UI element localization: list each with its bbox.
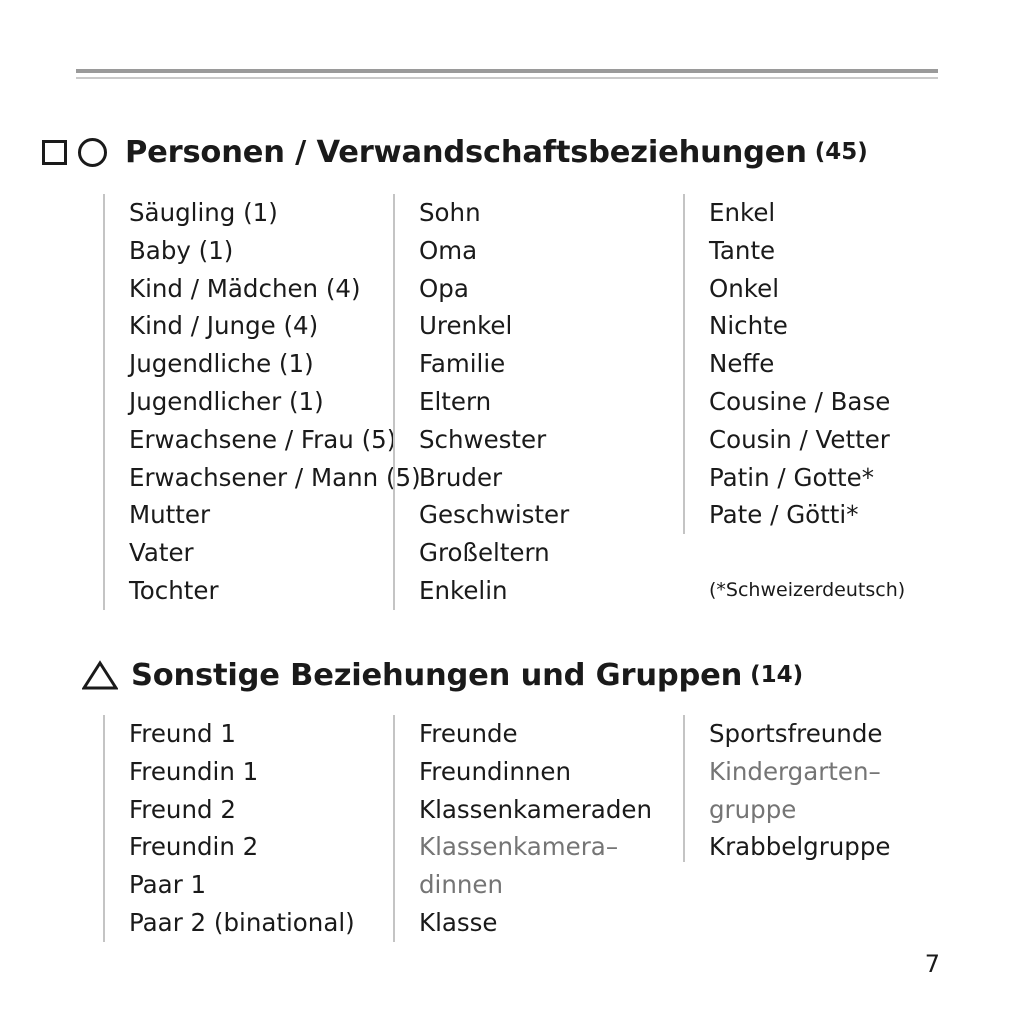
section-heading	[0, 130, 1020, 174]
heading-icon-group	[82, 660, 118, 690]
list-item: Patin / Gotte*	[709, 462, 874, 492]
list-item: Jugendliche (1)	[129, 349, 314, 379]
list-item: Sportsfreunde	[709, 719, 883, 748]
list-item: Freundin 1	[129, 756, 259, 786]
section-count: (45)	[814, 139, 868, 165]
list-item: Cousine / Base	[709, 386, 891, 416]
section-count: (14)	[750, 662, 804, 688]
list-item: Freundinnen	[419, 756, 571, 786]
column-rule	[683, 194, 685, 534]
list-column	[683, 715, 973, 942]
list-item: Freund 2	[129, 794, 236, 824]
list-item: Jugendlicher (1)	[129, 386, 324, 416]
list-item: Familie	[419, 349, 506, 379]
list-item: Kindergarten– gruppe	[709, 756, 881, 824]
list-item: Bruder	[419, 462, 503, 492]
section-sonstige	[0, 653, 1020, 697]
list-column	[393, 194, 683, 610]
list-item: Erwachsener / Mann (5)	[129, 462, 421, 492]
section-title: Personen / Verwandschaftsbeziehungen	[125, 134, 807, 170]
list-item: Schwester	[419, 424, 547, 454]
list-item: Pate / Götti*	[709, 500, 859, 530]
list-item: Mutter	[129, 500, 211, 530]
list-item: Enkel	[709, 198, 776, 227]
list-item: Erwachsene / Frau (5)	[129, 424, 397, 454]
header-rule-thin	[76, 77, 938, 79]
list-item: Tante	[709, 235, 776, 265]
list-item: Großeltern	[419, 538, 550, 568]
list-column	[103, 715, 393, 942]
list-item: Sohn	[419, 198, 481, 227]
list-item: Freundin 2	[129, 832, 259, 862]
list-item: Freunde	[419, 719, 518, 748]
triangle-icon	[82, 660, 118, 690]
list-column	[683, 194, 973, 610]
list-column	[103, 194, 421, 610]
list-item: Oma	[419, 235, 478, 265]
list-item: Krabbelgruppe	[709, 832, 891, 862]
list-item: Säugling (1)	[129, 198, 278, 227]
list-item: Eltern	[419, 386, 492, 416]
circle-icon	[78, 138, 107, 167]
heading-icon-group	[42, 138, 107, 167]
list-item: Urenkel	[419, 311, 513, 341]
list-item: Paar 2 (binational)	[129, 907, 355, 937]
list-item: Kind / Mädchen (4)	[129, 273, 361, 303]
section-heading	[0, 653, 1020, 697]
section-title: Sonstige Beziehungen und Gruppen	[131, 657, 743, 693]
list-item: Klassenkamera– dinnen	[419, 832, 619, 900]
list-item: Klasse	[419, 907, 498, 937]
column-rule	[683, 715, 685, 862]
list-item: Enkelin	[419, 575, 508, 605]
list-columns-sonstige	[103, 715, 973, 942]
list-item: Kind / Junge (4)	[129, 311, 319, 341]
list-item: Opa	[419, 273, 469, 303]
list-item: Neffe	[709, 349, 775, 379]
list-item: Nichte	[709, 311, 788, 341]
page-number: 7	[924, 950, 940, 978]
list-item: Onkel	[709, 273, 780, 303]
list-columns-personen	[103, 194, 973, 610]
list-item: Klassenkameraden	[419, 794, 652, 824]
section-personen	[0, 130, 1020, 174]
list-item: Tochter	[129, 575, 219, 605]
list-item: Geschwister	[419, 500, 570, 530]
list-item: Vater	[129, 538, 194, 568]
list-column	[393, 715, 683, 942]
spacer	[709, 534, 973, 572]
square-icon	[42, 140, 67, 165]
list-item: Cousin / Vetter	[709, 424, 890, 454]
header-rule-thick	[76, 69, 938, 73]
footnote: (*Schweizerdeutsch)	[709, 578, 906, 601]
list-item: Freund 1	[129, 719, 236, 748]
list-item: Baby (1)	[129, 235, 234, 265]
list-item: Paar 1	[129, 870, 207, 900]
